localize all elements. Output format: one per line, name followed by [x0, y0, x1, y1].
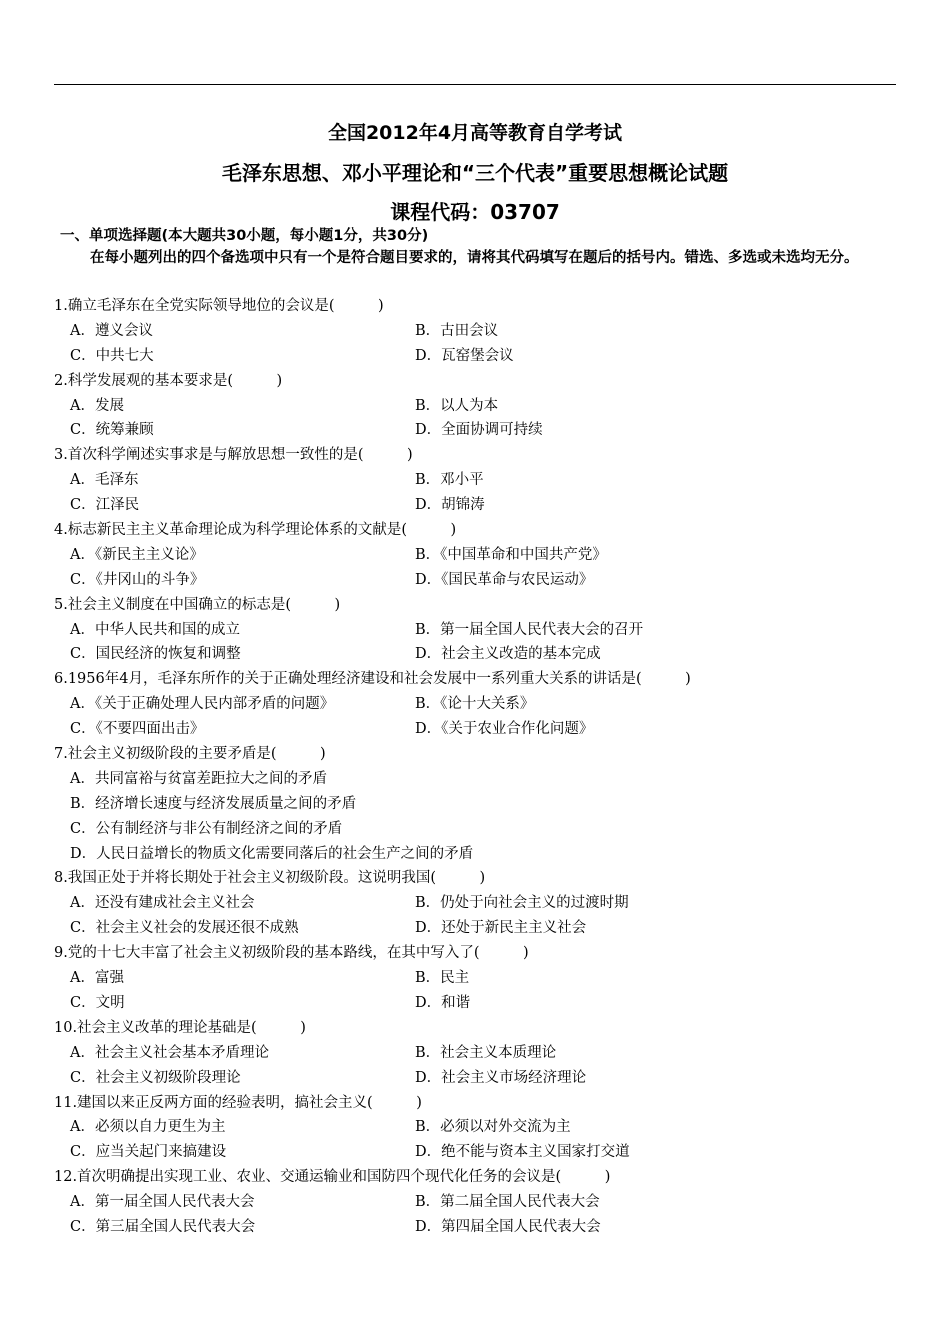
option-choice[interactable]: B．民主	[415, 970, 470, 987]
option-choice[interactable]: A．发展	[70, 397, 124, 414]
option-row	[54, 468, 904, 493]
option-row	[54, 418, 904, 443]
question-stem: 8.我国正处于并将长期处于社会主义初级阶段。这说明我国( )	[54, 870, 486, 887]
option-choice[interactable]: D．和谐	[415, 994, 471, 1011]
option-choice[interactable]: C．公有制经济与非公有制经济之间的矛盾	[70, 820, 343, 837]
option-row	[54, 1041, 904, 1066]
question-stem: 5.社会主义制度在中国确立的标志是( )	[54, 596, 341, 613]
option-choice[interactable]: B．《中国革命和中国共产党》	[415, 546, 607, 563]
option-choice[interactable]: C．第三届全国人民代表大会	[70, 1218, 256, 1235]
section-title: 一、单项选择题(本大题共30小题，每小题1分，共30分)	[60, 228, 429, 244]
question-stem: 3.首次科学阐述实事求是与解放思想一致性的是( )	[54, 447, 413, 464]
option-row	[54, 966, 904, 991]
option-row	[54, 692, 904, 717]
option-choice[interactable]: C．《不要四面出击》	[70, 721, 205, 738]
header-rule	[54, 84, 896, 85]
option-row	[54, 493, 904, 518]
option-choice[interactable]: A．《新民主主义论》	[70, 546, 204, 563]
question-stem: 7.社会主义初级阶段的主要矛盾是( )	[54, 746, 326, 763]
option-choice[interactable]: C．社会主义初级阶段理论	[70, 1069, 241, 1086]
option-choice[interactable]: A．《关于正确处理人民内部矛盾的问题》	[70, 696, 335, 713]
exam-title: 全国2012年4月高等教育自学考试	[327, 122, 623, 144]
option-row	[54, 991, 904, 1016]
option-choice[interactable]: C．中共七大	[70, 347, 154, 364]
question-stem: 9.党的十七大丰富了社会主义初级阶段的基本路线，在其中写入了( )	[54, 945, 529, 962]
option-row	[54, 1066, 904, 1091]
question-stem: 6.1956年4月，毛泽东所作的关于正确处理经济建设和社会发展中一系列重大关系的讲话是( )	[54, 671, 691, 688]
option-row	[54, 1190, 904, 1215]
option-choice[interactable]: A．第一届全国人民代表大会	[70, 1194, 255, 1211]
option-choice[interactable]: D．《关于农业合作化问题》	[415, 721, 594, 738]
option-choice[interactable]: B．第一届全国人民代表大会的召开	[415, 621, 644, 638]
option-choice[interactable]: D．人民日益增长的物质文化需要同落后的社会生产之间的矛盾	[70, 845, 474, 862]
option-choice[interactable]: D．社会主义改造的基本完成	[415, 646, 601, 663]
option-choice[interactable]: D．胡锦涛	[415, 497, 485, 514]
option-choice[interactable]: A．遵义会议	[70, 322, 153, 339]
option-choice[interactable]: B．经济增长速度与经济发展质量之间的矛盾	[70, 795, 357, 812]
option-choice[interactable]: A．富强	[70, 970, 124, 987]
option-choice[interactable]: A．毛泽东	[70, 472, 139, 489]
exam-subject: 毛泽东思想、邓小平理论和“三个代表”重要思想概论试题	[221, 161, 729, 185]
option-row	[54, 618, 904, 643]
option-row	[54, 717, 904, 742]
option-choice[interactable]: C．统筹兼顾	[70, 422, 154, 439]
option-choice[interactable]: A．共同富裕与贫富差距拉大之间的矛盾	[70, 770, 327, 787]
option-choice[interactable]: B．必须以对外交流为主	[415, 1119, 571, 1136]
option-choice[interactable]: D．还处于新民主主义社会	[415, 920, 587, 937]
option-choice[interactable]: B．第二届全国人民代表大会	[415, 1194, 600, 1211]
question-stem: 12.首次明确提出实现工业、农业、交通运输业和国防四个现代化任务的会议是( )	[54, 1169, 611, 1186]
option-choice[interactable]: C．《井冈山的斗争》	[70, 571, 205, 588]
option-choice[interactable]: A．必须以自力更生为主	[70, 1119, 226, 1136]
option-row	[54, 568, 904, 593]
option-choice[interactable]: C．社会主义社会的发展还很不成熟	[70, 920, 299, 937]
option-row	[54, 344, 904, 369]
option-choice[interactable]: A．社会主义社会基本矛盾理论	[70, 1044, 269, 1061]
option-row	[54, 916, 904, 941]
option-choice[interactable]: D．全面协调可持续	[415, 422, 543, 439]
option-row	[54, 319, 904, 344]
option-choice[interactable]: B．《论十大关系》	[415, 696, 535, 713]
option-choice[interactable]: C．江泽民	[70, 497, 140, 514]
question-list	[54, 294, 904, 1240]
option-row	[54, 842, 904, 867]
option-choice[interactable]: D．瓦窑堡会议	[415, 347, 514, 364]
option-choice[interactable]: B．社会主义本质理论	[415, 1044, 557, 1061]
option-row	[54, 1215, 904, 1240]
course-code: 课程代码：03707	[390, 200, 560, 224]
option-choice[interactable]: D．《国民革命与农民运动》	[415, 571, 594, 588]
option-choice[interactable]: C．文明	[70, 994, 125, 1011]
option-choice[interactable]: D．社会主义市场经济理论	[415, 1069, 587, 1086]
option-row	[54, 394, 904, 419]
question-stem: 10.社会主义改革的理论基础是( )	[54, 1019, 306, 1036]
option-choice[interactable]: C．应当关起门来搞建设	[70, 1144, 227, 1161]
option-choice[interactable]: B．以人为本	[415, 397, 499, 414]
question-stem: 2.科学发展观的基本要求是( )	[54, 372, 283, 389]
question-stem: 1.确立毛泽东在全党实际领导地位的会议是( )	[54, 298, 384, 314]
option-choice[interactable]: D．第四届全国人民代表大会	[415, 1218, 601, 1235]
question-stem: 4.标志新民主主义革命理论成为科学理论体系的文献是( )	[54, 522, 457, 539]
question-stem: 11.建国以来正反两方面的经验表明，搞社会主义( )	[54, 1094, 422, 1111]
option-row	[54, 817, 904, 842]
option-choice[interactable]: B．古田会议	[415, 322, 499, 339]
option-choice[interactable]: A．还没有建成社会主义社会	[70, 895, 255, 912]
option-row	[54, 543, 904, 568]
option-choice[interactable]: D．绝不能与资本主义国家打交道	[415, 1144, 630, 1161]
option-row	[54, 767, 904, 792]
option-choice[interactable]: C．国民经济的恢复和调整	[70, 646, 241, 663]
option-row	[54, 642, 904, 667]
option-row	[54, 792, 904, 817]
option-row	[54, 891, 904, 916]
option-row	[54, 1140, 904, 1165]
section-instructions: 在每小题列出的四个备选项中只有一个是符合题目要求的，请将其代码填写在题后的括号内。错选、多选或未选均无分。	[90, 250, 859, 266]
option-row	[54, 1115, 904, 1140]
option-choice[interactable]: A．中华人民共和国的成立	[70, 621, 240, 638]
option-choice[interactable]: B．仍处于向社会主义的过渡时期	[415, 895, 629, 912]
option-choice[interactable]: B．邓小平	[415, 472, 484, 489]
